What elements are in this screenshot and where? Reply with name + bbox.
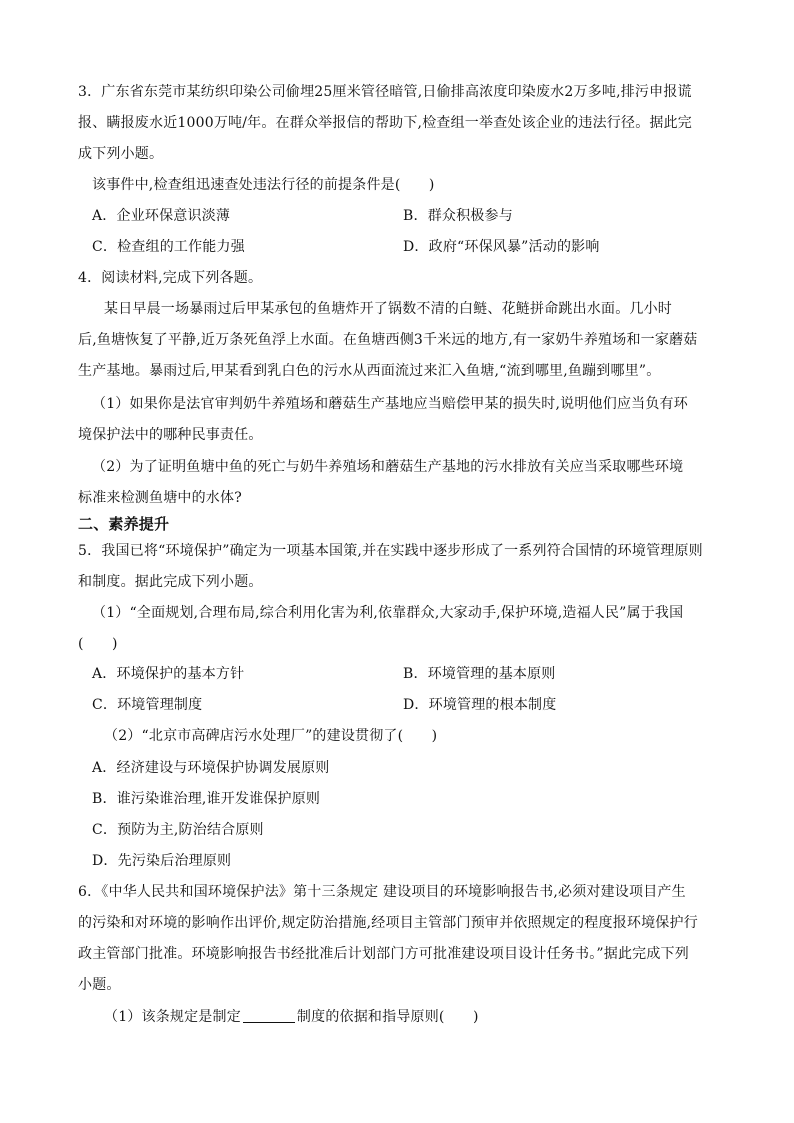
q6-sub1 [104,1007,479,1027]
q5-line-2: 和制度。据此完成下列小题。 [78,574,263,590]
q4-material-line-1: 某日早晨一场暴雨过后甲某承包的鱼塘炸开了锅数不清的白鲢、花鲢拼命跳出水面。几小时 [104,301,672,317]
q3-option-d: D．政府“环保风暴”活动的影响 [403,239,600,255]
q5-sub2-option-c: C．预防为主,防治结合原则 [92,822,264,838]
answer-blank [243,1008,295,1023]
q5-sub1-option-a: A．环境保护的基本方针 [92,666,245,682]
q5-sub2-stem: （2）“北京市高碑店污水处理厂”的建设贯彻了( ) [104,728,438,744]
q5-sub2-option-a: A．经济建设与环境保护协调发展原则 [92,760,330,776]
q4-title: 4．阅读材料,完成下列各题。 [78,270,263,286]
q3-option-a: A．企业环保意识淡薄 [92,208,231,224]
q3-line-3: 成下列小题。 [78,146,164,162]
q4-sub1-line-1: （1）如果你是法官审判奶牛养殖场和蘑菇生产基地应当赔偿甲某的损失时,说明他们应当负有环 [92,396,688,412]
q4-sub2-line-2: 标准来检测鱼塘中的水体? [78,490,242,506]
q6-sub1-prefix: （1）该条规定是制定 [104,1009,241,1025]
q4-material-line-3: 生产基地。暴雨过后,甲某看到乳白色的污水从西面流过来汇入鱼塘,“流到哪里,鱼蹦到哪里”。 [78,363,661,379]
q5-sub1-option-d: D．环境管理的根本制度 [403,697,557,713]
q5-line-1: 5．我国已将“环境保护”确定为一项基本国策,并在实践中逐步形成了一系列符合国情的环境管理原则 [78,543,703,559]
q4-material-line-2: 后,鱼塘恢复了平静,近万条死鱼浮上水面。在鱼塘西侧3千米远的地方,有一家奶牛养殖场和一家蘑菇 [78,332,698,348]
q6-line-3: 政主管部门批准。环境影响报告书经批准后计划部门方可批准建设项目设计任务书。”据此完成下列 [78,946,689,962]
q5-sub1-stem-1: （1）“全面规划,合理布局,综合利用化害为利,依靠群众,大家动手,保护环境,造福人民”属于我国 [92,605,684,621]
q3-option-b: B．群众积极参与 [403,208,513,224]
section-heading: 二、素养提升 [78,515,170,533]
q6-sub1-suffix: 制度的依据和指导原则( ) [296,1009,479,1025]
q6-line-2: 的污染和对环境的影响作出评价,规定防治措施,经项目主管部门预审并依照规定的程度报环境保护行 [78,915,698,931]
q6-line-4: 小题。 [78,977,121,993]
q4-sub1-line-2: 境保护法中的哪种民事责任。 [78,427,263,443]
q3-line-1: 3．广东省东莞市某纺织印染公司偷埋25厘米管径暗管,日偷排高浓度印染废水2万多吨,排污申报谎 [78,84,692,100]
q3-stem: 该事件中,检查组迅速查处违法行径的前提条件是( ) [92,177,435,193]
q5-sub2-option-d: D．先污染后治理原则 [92,853,232,869]
q5-sub1-option-b: B．环境管理的基本原则 [403,666,556,682]
q3-option-c: C．检查组的工作能力强 [92,239,245,255]
q5-sub1-option-c: C．环境管理制度 [92,697,203,713]
q5-sub1-stem-2: ( ) [78,636,118,652]
q6-line-1: 6．《中华人民共和国环境保护法》第十三条规定 建设项目的环境影响报告书,必须对建设项目产生 [78,884,686,900]
q4-sub2-line-1: （2）为了证明鱼塘中鱼的死亡与奶牛养殖场和蘑菇生产基地的污水排放有关应当采取哪些环境 [92,459,684,475]
q3-line-2: 报、瞒报废水近1000万吨/年。在群众举报信的帮助下,检查组一举查处该企业的违法行径。据此完 [78,115,692,131]
q5-sub2-option-b: B．谁污染谁治理,谁开发谁保护原则 [92,791,321,807]
